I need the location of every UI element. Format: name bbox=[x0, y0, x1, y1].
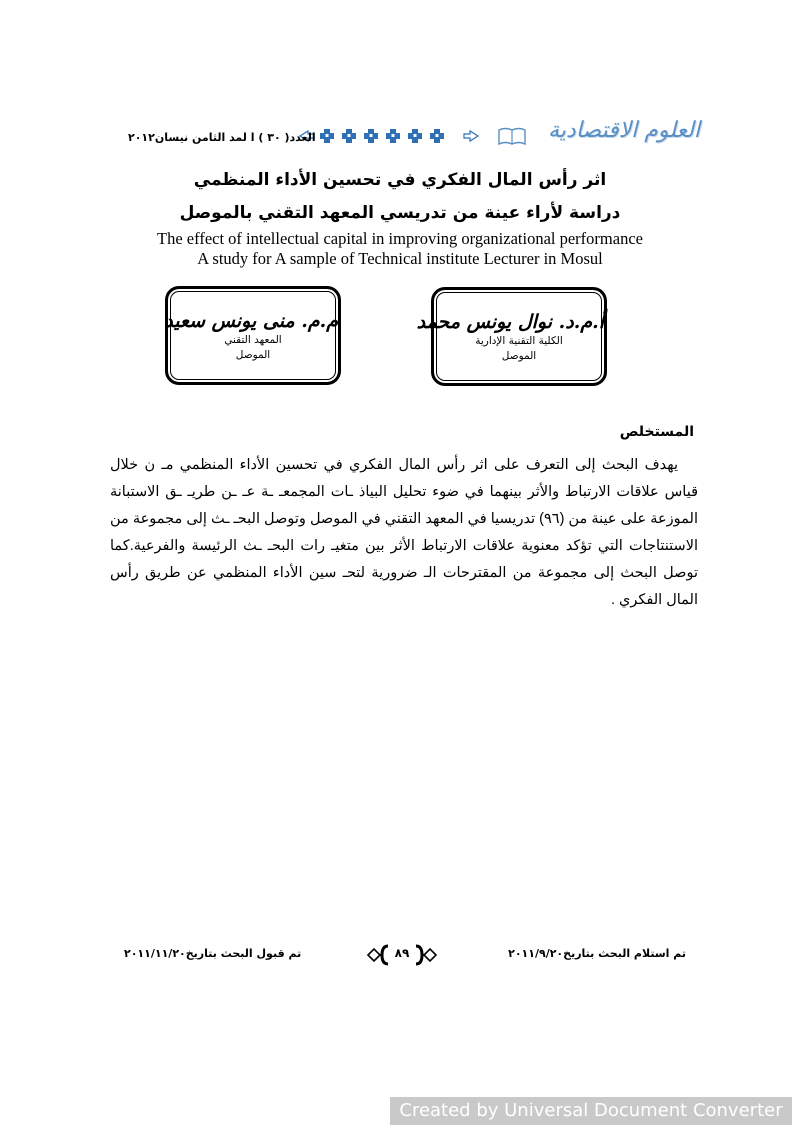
open-book-icon bbox=[498, 127, 526, 145]
english-subtitle: A study for A sample of Technical institute Lecturer in Mosul bbox=[197, 249, 603, 268]
english-title: The effect of intellectual capital in improving organizational performance bbox=[157, 229, 643, 248]
accepted-date: تم قبول البحث بتاريخ٢٠١١/١١/٢٠ bbox=[124, 947, 302, 960]
author-box-first bbox=[416, 287, 607, 386]
arabic-subtitle: دراسة لأراء عينة من تدريسي المعهد التقني بالموصل bbox=[179, 203, 621, 223]
author-name: م.م. منى يونس سعيد bbox=[164, 310, 338, 332]
page-footer bbox=[100, 945, 700, 975]
author-city: الموصل bbox=[235, 349, 271, 361]
author-affiliation: المعهد التقني bbox=[224, 334, 282, 346]
author-affiliation: الكلية التقنية الإدارية bbox=[475, 335, 563, 347]
received-date: تم استلام البحث بتاريخ٢٠١١/٩/٢٠ bbox=[508, 947, 686, 960]
arabic-title: اثر رأس المال الفكري في تحسين الأداء المنظمي bbox=[193, 170, 607, 190]
journal-name: العلوم الاقتصادية bbox=[547, 118, 700, 143]
author-city: الموصل bbox=[501, 350, 537, 362]
page-number: ٨٩ bbox=[394, 946, 410, 960]
issue-info: العدد( ٣٠ ) ا لمد الثامن نيسان٢٠١٢ bbox=[128, 131, 316, 144]
abstract-paragraph: يهدف البحث إلى التعرف على اثر رأس المال الفكري في تحسين الأداء المنظمي مـ ن خلال قياس علاقات الارتباط والأثر بينهما في ضوء تحليل البياذ ـات المجمعـ ـة عـ ـن طريـ ـق الاستبانة الموزعة على عينة من (٩٦) تدريسيا في المعهد التقني في الموصل وتوصل البحـ ـث إلى مجموعة من الاستنتاجات التي تؤكد معنوية علاقات الارتباط الأثر بين متغيـ رات البحـ ـث الرئيسة والفرعية.كما توصل البحث إلى مجموعة من المقترحات الـ ضرورية لتحـ سين الأداء المنظمي عن طريق رأس المال الفكري . bbox=[110, 457, 698, 608]
abstract-body bbox=[110, 452, 698, 614]
abstract-heading: المستخلص bbox=[619, 424, 694, 440]
author-box-second bbox=[165, 286, 341, 385]
converter-watermark: Created by Universal Document Converter bbox=[390, 1097, 792, 1125]
author-name: أ.م.د. نوال يونس محمد bbox=[416, 311, 604, 333]
page-number-ornament bbox=[364, 941, 440, 969]
running-header bbox=[128, 118, 700, 152]
